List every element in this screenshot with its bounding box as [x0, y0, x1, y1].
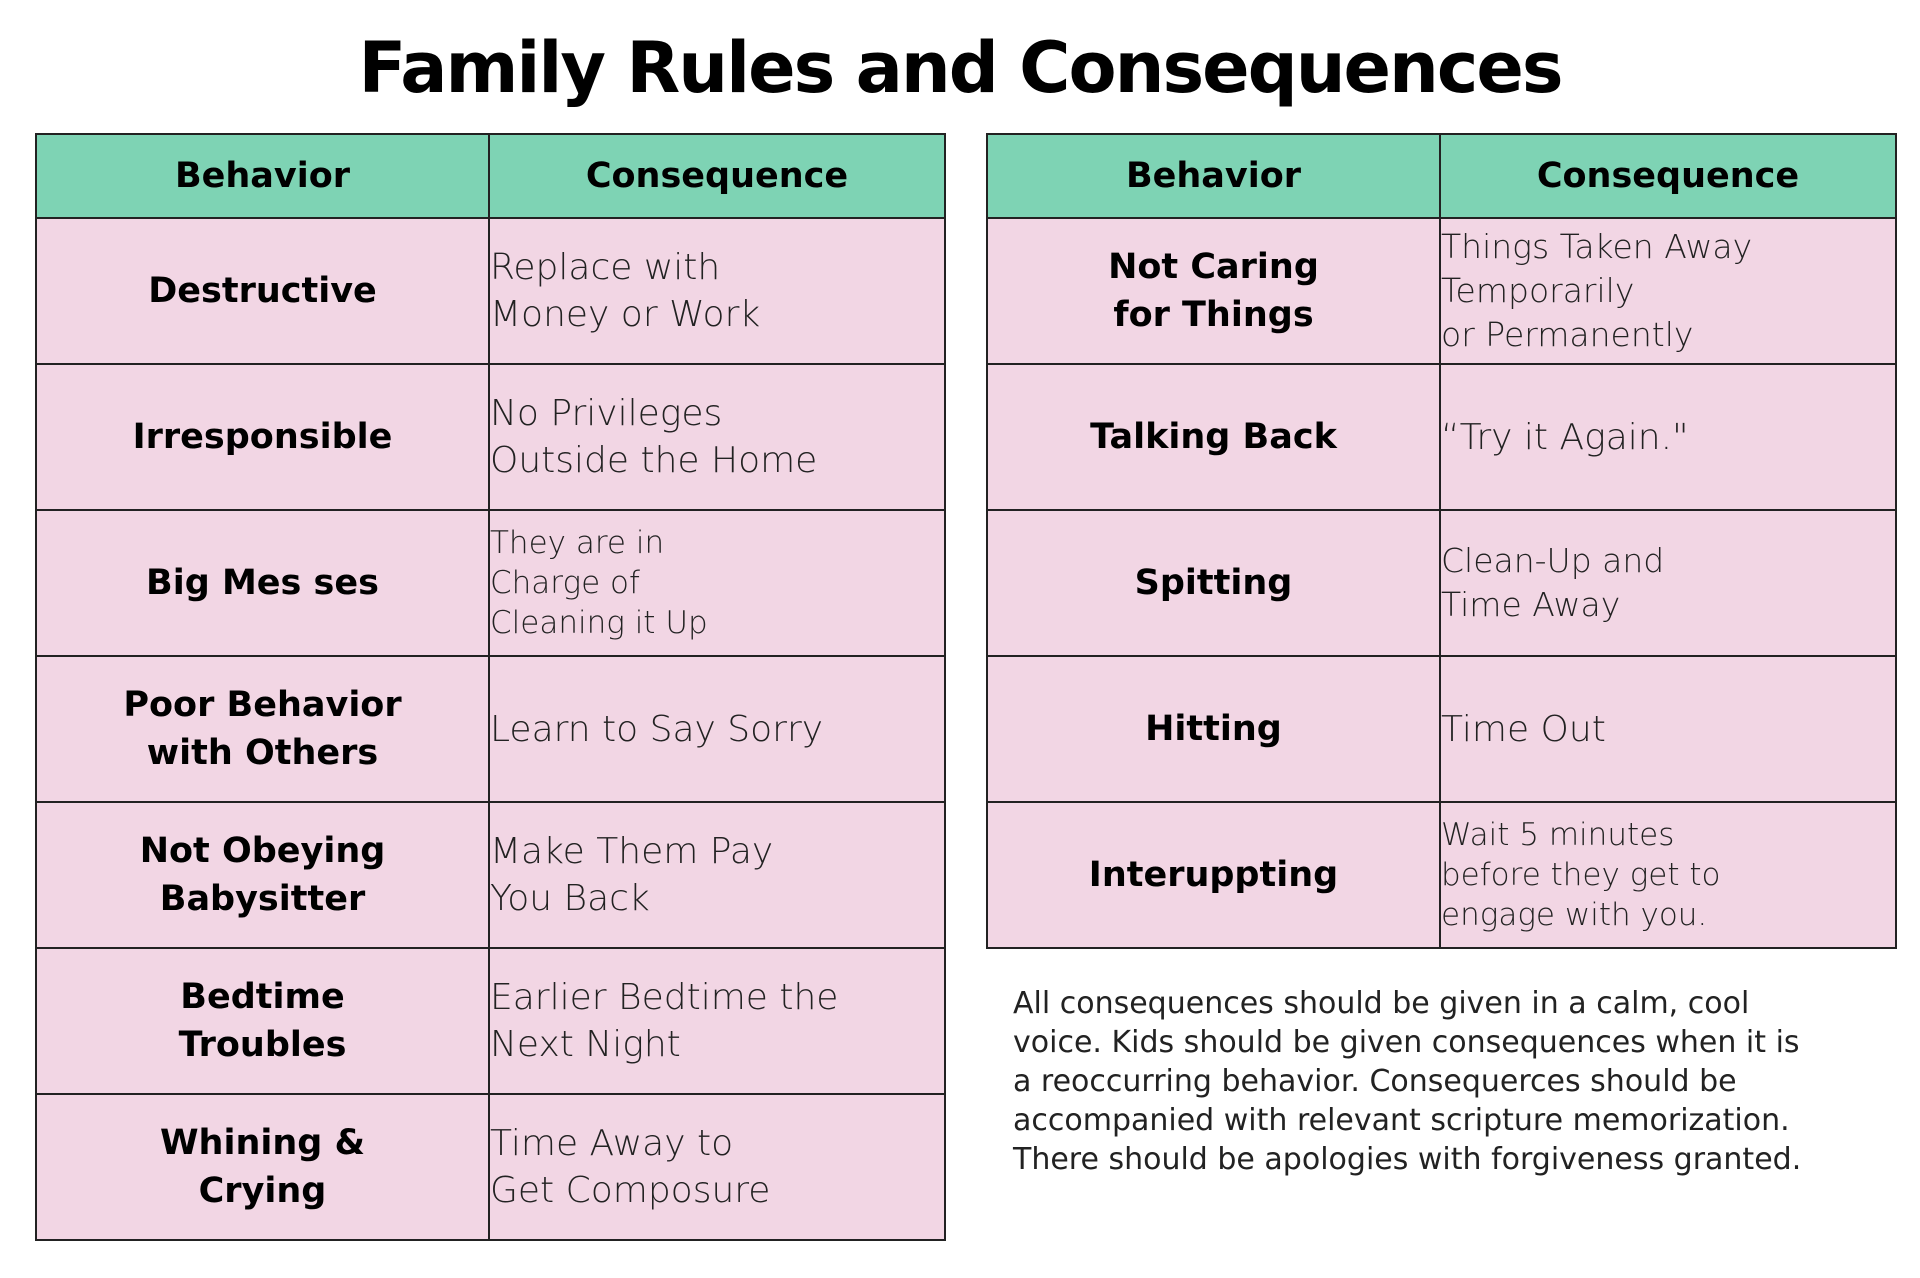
consequence-cell: [489, 948, 945, 1094]
consequence-text: No Privileges Outside the Home: [490, 393, 818, 481]
consequence-column-header: Consequence: [1440, 134, 1896, 218]
behavior-cell: [36, 656, 489, 802]
consequence-text: Time Away to Get Composure: [490, 1123, 771, 1211]
behavior-text: Interuppting: [1088, 855, 1339, 895]
behavior-cell: [987, 218, 1440, 364]
consequence-text: They are in Charge of Cleaning it Up: [490, 525, 708, 641]
behavior-cell: [987, 656, 1440, 802]
table-row: [36, 364, 945, 510]
consequence-column-header: Consequence: [489, 134, 945, 218]
consequence-cell: [1440, 364, 1896, 510]
table-row: [36, 218, 945, 364]
table-row: [987, 510, 1896, 656]
behavior-cell: [36, 802, 489, 948]
consequence-text: Clean-Up and Time Away: [1441, 541, 1665, 624]
guidance-note: All consequences should be given in a calm, cool voice. Kids should be given consequences when it is a reoccurring behavior. Consequerces should be accompanied with relevant scripture memorization. There should be apologies with forgiveness granted.: [1013, 986, 1802, 1177]
table-row: [36, 1094, 945, 1240]
table-row: [36, 510, 945, 656]
behavior-cell: [36, 948, 489, 1094]
consequence-text: Things Taken Away Temporarily or Permanently: [1441, 227, 1753, 354]
behavior-text: Not Obeying Babysitter: [139, 831, 386, 919]
consequence-text: Make Them Pay You Back: [490, 831, 774, 919]
left-rules-table: [35, 133, 946, 1241]
table-row: [36, 802, 945, 948]
behavior-cell: [987, 364, 1440, 510]
table-header-row: [987, 134, 1896, 218]
behavior-cell: [36, 1094, 489, 1240]
consequence-text: Learn to Say Sorry: [490, 708, 824, 750]
consequence-cell: [489, 1094, 945, 1240]
consequence-text: “Try it Again.": [1441, 416, 1689, 458]
consequence-cell: [1440, 656, 1896, 802]
right-rules-table: [986, 133, 1897, 949]
behavior-text: Not Caring for Things: [1108, 247, 1319, 335]
behavior-text: Irresponsible: [132, 417, 393, 457]
consequence-cell: [1440, 218, 1896, 364]
behavior-text: Spitting: [1134, 563, 1293, 603]
table-header-row: [36, 134, 945, 218]
consequence-text: Earlier Bedtime the Next Night: [490, 977, 839, 1065]
behavior-cell: [36, 364, 489, 510]
behavior-cell: [987, 510, 1440, 656]
consequence-cell: [489, 656, 945, 802]
behavior-text: Big Mes ses: [146, 563, 379, 603]
behavior-text: Talking Back: [1090, 417, 1337, 457]
behavior-text: Bedtime Troubles: [178, 977, 347, 1065]
consequence-text: Time Out: [1441, 708, 1606, 750]
consequence-text: Wait 5 minutes before they get to engage with you.: [1441, 817, 1721, 933]
consequence-cell: [1440, 510, 1896, 656]
behavior-column-header: Behavior: [987, 134, 1440, 218]
consequence-cell: [489, 364, 945, 510]
table-row: [36, 656, 945, 802]
consequence-cell: [1440, 802, 1896, 948]
table-row: [987, 656, 1896, 802]
consequence-cell: [489, 510, 945, 656]
table-row: [987, 364, 1896, 510]
consequence-text: Replace with Money or Work: [490, 247, 761, 335]
behavior-text: Whining & Crying: [159, 1123, 366, 1211]
consequence-cell: [489, 802, 945, 948]
behavior-text: Destructive: [148, 271, 377, 311]
table-row: [987, 218, 1896, 364]
behavior-cell: [987, 802, 1440, 948]
behavior-text: Poor Behavior with Others: [123, 685, 402, 773]
table-row: [36, 948, 945, 1094]
page-title: Family Rules and Consequences: [358, 27, 1562, 109]
behavior-cell: [36, 510, 489, 656]
behavior-text: Hitting: [1145, 709, 1282, 749]
table-row: [987, 802, 1896, 948]
behavior-cell: [36, 218, 489, 364]
behavior-column-header: Behavior: [36, 134, 489, 218]
consequence-cell: [489, 218, 945, 364]
